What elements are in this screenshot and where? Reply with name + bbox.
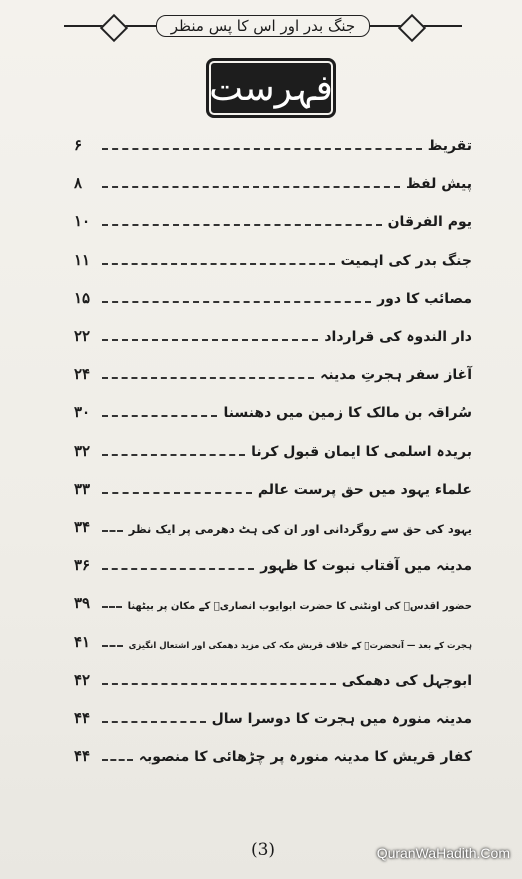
- toc-leader-dots: [102, 301, 371, 303]
- toc-entry-title: پیش لفظ: [406, 176, 472, 193]
- toc-leader-dots: [102, 721, 206, 723]
- toc-row: [74, 166, 472, 194]
- toc-entry-title: تقریظ: [427, 138, 472, 154]
- toc-row: [74, 701, 472, 729]
- toc-leader-dots: [102, 224, 382, 226]
- toc-row: [74, 663, 472, 691]
- toc-entry-title: سُراقہ بن مالک کا زمین میں دھنسنا: [223, 405, 472, 422]
- toc-page-number: ۴۴: [74, 709, 91, 727]
- toc-row: [74, 128, 472, 156]
- toc-leader-dots: [102, 148, 422, 150]
- watermark: QuranWaHadith.Com: [376, 845, 510, 861]
- toc-row: [74, 586, 472, 614]
- toc-page-number: ۱۱: [74, 250, 91, 269]
- toc-row: [74, 739, 472, 767]
- toc-page-number: ۶: [74, 136, 83, 154]
- toc-leader-dots: [102, 568, 254, 570]
- toc-entry-title: یہود کی حق سے روگردانی اور ان کی ہٹ دھرمی پر ایک نظر: [128, 522, 472, 536]
- toc-entry-title: مصائب کا دور: [377, 290, 472, 307]
- toc-row: [74, 548, 472, 576]
- toc-page-number: ۳۶: [74, 556, 91, 575]
- toc-page-number: ۴۲: [74, 670, 91, 689]
- toc-page-number: ۳۰: [74, 403, 91, 422]
- toc-entry-title: علماء یہود میں حق پرست عالم: [257, 481, 472, 498]
- toc-page-number: ۳۴: [74, 518, 91, 536]
- toc-entry-title: حضور اقدسؐ کی اونٹنی کا حضرت ابوایوب انصاریؓ کے مکان پر بیٹھنا: [127, 601, 472, 613]
- page-number: (3): [250, 840, 276, 860]
- toc-entry-title: ہجرت کے بعد — آنحضرتؐ کے خلاف قریش مکہ کی مزید دھمکی اور اشتعال انگیزی: [128, 640, 472, 651]
- toc-row: [74, 319, 472, 347]
- toc-row: [74, 395, 472, 423]
- toc-row: [74, 510, 472, 538]
- toc-entry-title: مدینہ منورہ میں ہجرت کا دوسرا سال: [211, 711, 472, 727]
- toc-page-number: ۲۲: [74, 327, 91, 345]
- toc-page-number: ۳۳: [74, 479, 91, 498]
- toc-entry-title: یوم الفرقان: [387, 214, 472, 231]
- toc-entry-title: ابوجہل کی دھمکی: [341, 672, 472, 689]
- toc-page-number: ۳۹: [74, 594, 91, 613]
- toc-leader-dots: [102, 492, 252, 494]
- toc-entry-title: جنگ بدر کی اہمیت: [340, 252, 472, 269]
- toc-entry-title: دار الندوہ کی قرارداد: [324, 329, 472, 345]
- toc-page-number: ۴۴: [74, 747, 91, 766]
- toc-row: [74, 204, 472, 232]
- toc-page-number: ۲۴: [74, 365, 91, 384]
- toc-leader-dots: [102, 415, 217, 417]
- toc-row: [74, 281, 472, 309]
- toc-entry-title: مدینہ میں آفتاب نبوت کا ظہور: [260, 558, 472, 575]
- toc-page-number: ۳۲: [74, 441, 91, 460]
- toc-page-number: ۱۰: [74, 212, 91, 231]
- toc-row: [74, 243, 472, 271]
- toc-leader-dots: [102, 186, 400, 188]
- toc-leader-dots: [102, 454, 245, 456]
- toc-entry-title: آغاز سفر ہجرتِ مدینہ: [320, 367, 472, 384]
- toc-row: [74, 472, 472, 500]
- book-title: جنگ بدر اور اس کا پس منظر: [156, 15, 370, 37]
- toc-entry-title: بریدہ اسلمی کا ایمان قبول کرنا: [251, 443, 472, 460]
- toc-row: [74, 434, 472, 462]
- toc-leader-dots: [102, 263, 335, 265]
- toc-leader-dots: [102, 683, 336, 685]
- toc-page-number: ۸: [74, 174, 83, 193]
- toc-leader-dots: [102, 377, 314, 379]
- toc-page-number: ۱۵: [74, 288, 91, 307]
- contents-title: فہرست: [209, 67, 333, 109]
- toc-row: [74, 625, 472, 653]
- toc-page-number: ۴۱: [74, 632, 91, 651]
- toc-row: [74, 357, 472, 385]
- toc-entry-title: کفار قریش کا مدینہ منورہ پر چڑھائی کا منصوبہ: [138, 749, 472, 766]
- toc-leader-dots: [102, 339, 318, 341]
